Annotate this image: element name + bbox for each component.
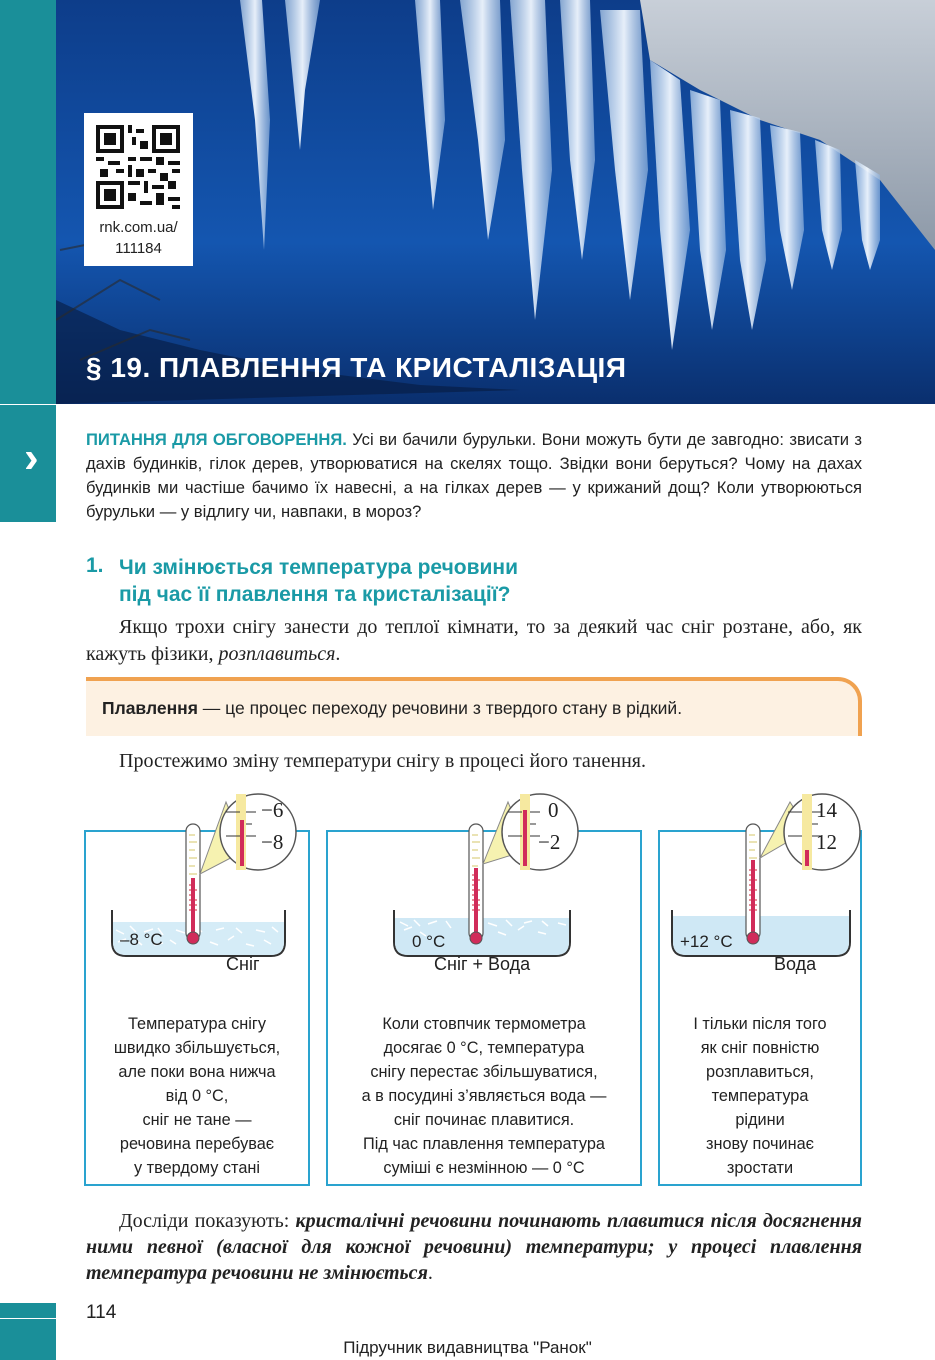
substance-label: Вода	[774, 954, 817, 974]
qr-code-card[interactable]	[84, 113, 193, 266]
temperature-label: –8 °C	[120, 930, 163, 949]
caption-line: снігу перестає збільшуватися,	[370, 1063, 598, 1081]
section-number: 1.	[86, 554, 104, 577]
chapter-title: § 19. ПЛАВЛЕННЯ ТА КРИСТАЛІЗАЦІЯ	[86, 352, 627, 383]
caption-line: суміші є незмінною — 0 °C	[383, 1159, 585, 1177]
caption-line: Температура снігу	[128, 1015, 266, 1033]
caption-line: швидко збільшується,	[113, 1039, 281, 1057]
qr-url[interactable]: rnk.com.ua/	[99, 219, 178, 236]
experiment-panel-1	[84, 798, 310, 1186]
substance-label: Сніг	[226, 954, 260, 974]
chapter-banner	[0, 0, 935, 404]
definition-box	[86, 677, 862, 736]
qr-code-number: 111184	[115, 240, 162, 257]
caption-line: але поки вона нижча	[118, 1063, 276, 1081]
conclusion-lead: Досліди показують:	[119, 1210, 296, 1232]
caption-line: досягає 0 °C, температура	[383, 1039, 585, 1057]
caption-line: Під час плавлення температура	[363, 1135, 605, 1153]
caption-line: сніг не тане —	[142, 1111, 252, 1129]
caption-line: Коли стовпчик термометра	[382, 1015, 586, 1033]
left-color-strip	[0, 0, 56, 404]
intro-text: Якщо трохи снігу занести до теплої кімнати, то за деякий час сніг розтане, або, як кажуть фізики,	[86, 616, 862, 665]
experiment-panel-2	[326, 798, 642, 1186]
scale-top-value: −6	[261, 798, 284, 822]
intro-italic: розплавиться	[218, 643, 336, 665]
qr-code-icon	[96, 125, 180, 209]
panel-caption	[86, 1012, 308, 1180]
scale-top-value: 14	[816, 798, 837, 822]
definition-term: Плавлення	[102, 698, 198, 718]
section-heading-line2: під час її плавлення та кристалізації?	[119, 583, 511, 606]
caption-line: як сніг повністю	[700, 1039, 820, 1057]
experiment-panel-3	[658, 798, 862, 1186]
conclusion-italic: кристалічні речовини починають плавитися після досягнення ними певної (власної для кожної речовини) температури; у процесі плавлення температура речовини не змінюється	[86, 1210, 862, 1284]
panel-caption	[328, 1012, 640, 1180]
section-heading	[119, 554, 619, 608]
intro-end: .	[335, 643, 341, 665]
caption-line: речовина перебуває	[119, 1135, 275, 1153]
snow-water-beaker-figure	[328, 790, 644, 960]
caption-line: зростати	[726, 1159, 794, 1177]
panel-caption	[660, 1012, 860, 1180]
observe-text: Простежимо зміну температури снігу в процесі його танення.	[119, 750, 646, 772]
caption-line: розплавиться,	[706, 1063, 814, 1081]
caption-line: І тільки після того	[693, 1015, 827, 1033]
qr-caption	[84, 217, 193, 259]
caption-line: знову починає	[706, 1135, 814, 1153]
section-marker	[0, 405, 56, 522]
conclusion-end: .	[427, 1262, 433, 1284]
scale-bottom-value: −8	[261, 830, 284, 854]
caption-line: сніг починає плавитися.	[393, 1111, 575, 1129]
temperature-label: 0 °C	[412, 932, 446, 951]
chevron-right-icon: ›	[24, 433, 39, 482]
discussion-lead: ПИТАННЯ ДЛЯ ОБГОВОРЕННЯ.	[86, 430, 347, 449]
definition-text: — це процес переходу речовини з твердого стану в рідкий.	[197, 698, 683, 718]
conclusion-paragraph	[86, 1208, 862, 1286]
caption-line: а в посудині з’являється вода —	[361, 1087, 607, 1105]
intro-paragraph	[86, 614, 862, 668]
scale-bottom-value: −2	[538, 830, 561, 854]
observe-paragraph	[86, 748, 862, 775]
scale-bottom-value: 12	[816, 830, 837, 854]
caption-line: рідини	[735, 1111, 785, 1129]
section-heading-line1: Чи змінюється температура речовини	[119, 556, 519, 579]
discussion-text: Усі ви бачили бурульки. Вони можуть бути де завгодно: звисати з дахів будинків, гілок дерев, утворюватися на скелях тощо. Звідки вони беруться? Чому на дахах будинків ми частіше бачимо їх навесні, а на гілках дерев — у крижаний дощ? Коли утворюються бурульки — у відлигу чи, навпаки, в мороз?	[86, 430, 863, 521]
scale-top-value: 0	[548, 798, 559, 822]
temperature-label: +12 °C	[680, 932, 733, 951]
caption-line: температура	[711, 1087, 809, 1105]
discussion-paragraph	[86, 428, 862, 524]
caption-line: від 0 °C,	[165, 1087, 229, 1105]
publisher-note: Підручник видавництва "Ранок"	[343, 1338, 592, 1357]
substance-label: Сніг + Вода	[434, 954, 531, 974]
caption-line: у твердому стані	[134, 1159, 260, 1177]
page-number: 114	[86, 1302, 117, 1323]
